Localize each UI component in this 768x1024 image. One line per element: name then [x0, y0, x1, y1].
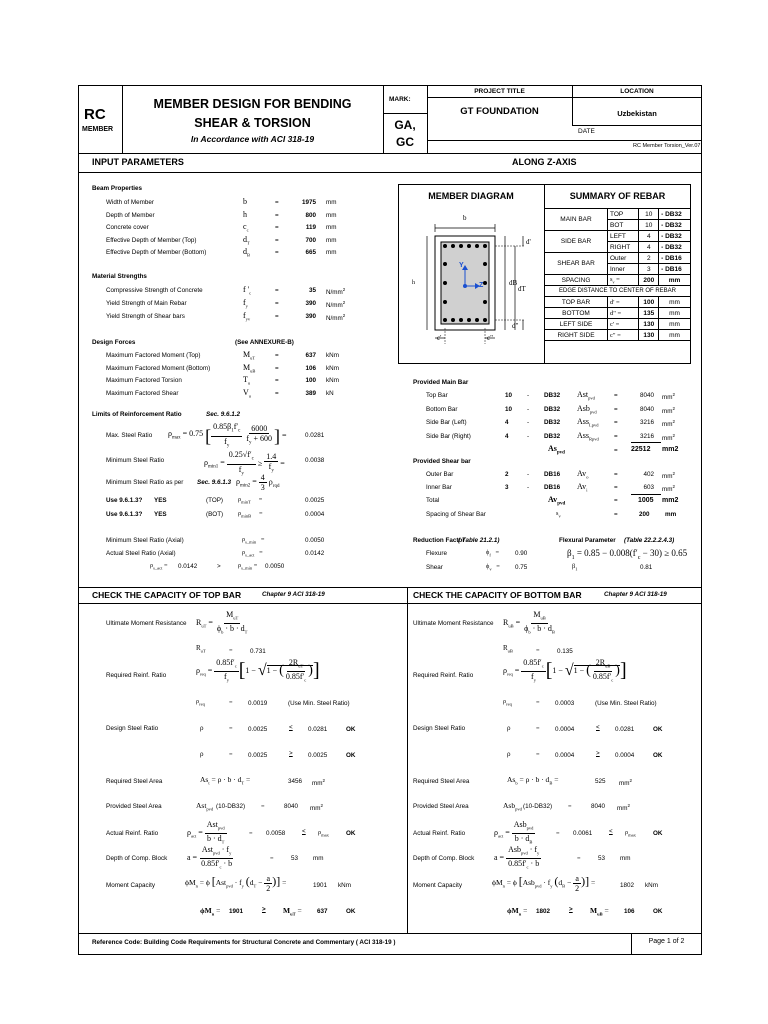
- rebar-outer: - DB16: [659, 253, 691, 264]
- use-913-bot-value: 0.0004: [305, 511, 325, 518]
- main-bar-label: MAIN BAR: [545, 209, 608, 231]
- input-symbol: $M_{uB}$: [243, 362, 256, 374]
- diagram-dpp-label: d": [512, 322, 519, 330]
- reduction-factor-ref: ( Table 21.2.1): [458, 537, 500, 544]
- input-symbol: h: [243, 209, 247, 219]
- axial-act-value: 0.0142: [305, 550, 325, 557]
- member-label: MEMBER: [82, 126, 114, 133]
- input-row: Maximum Factored Torsion $T_u$ = 100 kNm: [106, 375, 339, 386]
- input-unit: mm: [326, 211, 337, 219]
- input-unit: $N/mm^2$: [326, 300, 346, 310]
- input-value: 665: [305, 249, 316, 256]
- input-symbol: $M_{uT}$: [243, 350, 256, 361]
- min2-sec: Sec. 9.6.1.3: [197, 479, 231, 486]
- input-label: Maximum Factored Torsion: [106, 377, 182, 384]
- axial-min-label: Minimum Steel Ratio (Axial): [106, 537, 184, 544]
- axis-z-label: Z: [479, 282, 484, 289]
- forces-heading: Design Forces: [92, 339, 136, 346]
- input-label: Width of Member: [106, 199, 154, 206]
- provided-bar-row: Bottom Bar 10 - DB32 Asb$_{pvd}$ = 8040 $mm^2$: [426, 403, 676, 415]
- mark-label: MARK:: [389, 96, 411, 103]
- shear-spacing-label: Spacing of Shear Bar: [426, 511, 486, 518]
- rebar-bot: - DB32: [659, 220, 691, 231]
- rebar-top: - DB32: [659, 209, 691, 220]
- input-row: Compressive Strength of Concrete f '$_c$ = 35 $N/mm^2$: [106, 285, 346, 297]
- rc-label: RC: [84, 106, 106, 123]
- max-steel-ratio-formula: $\rho_{max} = 0.75$ [ $\frac{0.85\beta_1f'_c}{f_y}$ $\frac{6000}{f_y + 600}$ ] =: [168, 422, 287, 449]
- input-unit: $N/mm^2$: [326, 287, 346, 297]
- rho-compare-left-symbol: $\rho_{s\_act}$ =: [150, 562, 168, 571]
- limits-sec: Sec. 9.6.1.2: [206, 411, 240, 418]
- input-row: Maximum Factored Moment (Top) $M_{uT}$ = 637 kNm: [106, 350, 339, 361]
- diagram-h-label: h: [412, 280, 415, 286]
- input-row: Width of Member b = 1975 mm: [106, 197, 337, 206]
- diagram-db-label: dB: [509, 279, 518, 287]
- project-title: GT FOUNDATION: [460, 106, 539, 117]
- limits-heading: Limits of Reinforcement Ratio: [92, 411, 182, 418]
- beta1-symbol: $\beta_1$: [572, 563, 578, 572]
- min-steel-ratio-value: 0.0038: [305, 457, 325, 464]
- input-label: Compressive Strength of Concrete: [106, 287, 203, 294]
- rho-minb-symbol: $\rho_{minB}$ =: [238, 510, 263, 519]
- input-value: 637: [305, 352, 316, 359]
- mark-value-2: GC: [396, 135, 414, 149]
- input-unit: kNm: [326, 352, 339, 359]
- input-value: 389: [305, 389, 316, 397]
- reduction-factor-label: Reduction Factor: [413, 537, 465, 544]
- diagram-dprime-label: d': [526, 238, 531, 246]
- provided-bar-row: Side Bar (Left) 4 - DB32 Ass$_{Lpvd}$ = 3216 $mm^2$: [426, 417, 676, 429]
- input-row: Effective Depth of Member (Top) $d_T$ = 700 mm: [106, 234, 337, 246]
- flexural-param-label: Flexural Parameter: [559, 537, 616, 544]
- input-label: Concrete cover: [106, 224, 149, 231]
- diagram-b-label: b: [463, 214, 467, 222]
- input-unit: $N/mm^2$: [326, 313, 346, 323]
- max-steel-ratio-value: 0.0281: [305, 432, 325, 439]
- rho-s-min-symbol: $\rho_{s\_min}$ =: [242, 536, 265, 545]
- input-label: Yield Strength of Shear bars: [106, 313, 185, 320]
- chapter-ref-bottom: Chapter 9 ACI 318-19: [604, 591, 667, 598]
- version-label: RC Member Torsion_Ver.07: [633, 143, 701, 149]
- page-title-2: SHEAR & TORSION: [194, 116, 311, 130]
- input-value: 390: [305, 313, 316, 320]
- input-label: Effective Depth of Member (Top): [106, 236, 197, 244]
- shear-factor-label: Shear: [426, 564, 443, 571]
- mark-value: GA,: [394, 118, 416, 132]
- summary-rebar-table: MAIN BAR TOP 10 - DB32 BOT 10 - DB32 SIDE BAR LEFT 4 - DB32 RIGHT 4 - DB32 SHEAR BAR Outer 2 - DB16 Inner 3 - DB16 SPACING $s_v$ = 200 mm EDGE DISTANCE TO CENTER OF REBAR TOP BAR d' = 100 mm BOTTOM d" = 135 mm LEFT SIDE c' = 130 mm RIGHT SIDE c" = 130 mm: [544, 208, 691, 341]
- input-row: Concrete cover $c_c$ = 119 mm: [106, 222, 337, 233]
- axial-min-value: 0.0050: [305, 537, 325, 544]
- input-unit: kNm: [326, 364, 339, 372]
- input-value: 35: [308, 287, 316, 294]
- provided-bar-row: Side Bar (Right) 4 - DB32 Ass$_{Rpvd}$ = 3216 $mm^2$: [426, 430, 676, 442]
- rho-compare-right-symbol: $\rho_{s\_min}$ =: [238, 562, 258, 571]
- section-input-parameters: INPUT PARAMETERS: [92, 157, 184, 167]
- shear-spacing-value: 200: [639, 511, 650, 518]
- diagram-cp-label: c': [437, 334, 442, 342]
- provided-bar-row: Outer Bar 2 - DB16 $Av_o$ = 402 $mm^2$: [426, 469, 676, 481]
- flexure-label: Flexure: [426, 550, 447, 557]
- axial-act-label: Actual Steel Ratio (Axial): [106, 550, 176, 557]
- input-value: 1975: [301, 199, 316, 206]
- input-symbol: $f_{yv}$: [243, 311, 251, 322]
- diagram-title: MEMBER DIAGRAM: [428, 191, 514, 201]
- input-unit: kNm: [326, 377, 339, 384]
- input-unit: mm: [326, 199, 337, 206]
- section-axis: ALONG Z-AXIS: [512, 157, 577, 167]
- input-value: 700: [305, 236, 316, 244]
- rho-s-act-symbol: $\rho_{s\_act}$ =: [242, 549, 263, 558]
- shear-spacing-symbol: $s_v$: [556, 510, 561, 519]
- rho-compare-op: >: [217, 563, 221, 570]
- side-bar-label: SIDE BAR: [545, 231, 608, 253]
- input-symbol: $V_u$: [243, 387, 252, 399]
- rho-compare-right: 0.0050: [265, 563, 285, 570]
- input-row: Maximum Factored Shear $V_u$ = 389 kN: [106, 387, 334, 399]
- shear-total-label: Total: [426, 497, 440, 504]
- summary-title: SUMMARY OF REBAR: [569, 191, 666, 201]
- page-title: MEMBER DESIGN FOR BENDING: [153, 97, 352, 111]
- shear-spacing-unit: mm: [665, 511, 677, 518]
- rho-compare-left: 0.0142: [178, 563, 198, 570]
- input-label: Effective Depth of Member (Bottom): [106, 249, 207, 256]
- shear-factor-value: 0.75: [515, 564, 528, 571]
- use-913-bot-answer: YES: [154, 511, 167, 518]
- input-value: 119: [305, 224, 316, 231]
- min2-formula: $\rho_{min2}$ = $\frac{4}{3}$ $\rho_{rqd}$: [236, 473, 280, 492]
- input-label: Yield Strength of Main Rebar: [106, 300, 187, 307]
- material-heading: Material Strengths: [92, 273, 147, 280]
- input-symbol: $d_B$: [243, 247, 251, 258]
- total-av-value: 1005: [638, 497, 654, 504]
- beam-properties-heading: Beam Properties: [92, 185, 143, 192]
- rebar-left: - DB32: [659, 231, 691, 242]
- min-steel-ratio-label: Minimum Steel Ratio: [106, 457, 165, 464]
- input-value: 800: [305, 211, 316, 219]
- input-value: 390: [305, 300, 316, 307]
- location-label: LOCATION: [620, 88, 654, 95]
- input-label: Maximum Factored Moment (Bottom): [106, 364, 211, 372]
- phi-v-symbol: $\phi_v$ =: [486, 563, 500, 572]
- input-symbol: b: [243, 197, 247, 206]
- shear-bar-label: SHEAR BAR: [545, 253, 608, 275]
- input-row: Yield Strength of Shear bars $f_{yv}$ = 390 $N/mm^2$: [106, 311, 346, 323]
- input-row: Depth of Member h = 800 mm: [106, 209, 337, 219]
- use-913-top-value: 0.0025: [305, 497, 325, 504]
- min2-label: Minimum Steel Ratio as per: [106, 479, 184, 486]
- min-steel-ratio-formula: $\rho_{min1}$ = $\frac{0.25√f'_c}{f_y}$ ≥ $\frac{1.4}{f_y}$ =: [204, 450, 285, 477]
- input-symbol: $c_c$: [243, 222, 249, 233]
- section-top-bar: CHECK THE CAPACITY OF TOP BAR: [92, 590, 242, 600]
- input-unit: mm: [326, 236, 337, 244]
- date-label: DATE: [578, 128, 595, 135]
- total-as-symbol: $As_{pvd}$: [548, 444, 565, 456]
- location-value: Uzbekistan: [617, 109, 657, 118]
- input-row: Effective Depth of Member (Bottom) $d_B$ = 665 mm: [106, 247, 337, 258]
- use-913-top-answer: YES: [154, 497, 167, 504]
- total-av-symbol: $Av_{pvd}$: [548, 495, 566, 507]
- input-unit: kN: [326, 389, 334, 397]
- section-bottom-bar: CHECK THE CAPACITY OF BOTTOM BAR: [413, 590, 582, 600]
- input-symbol: $f_y$: [243, 298, 248, 309]
- project-title-label: PROJECT TITLE: [474, 88, 525, 95]
- provided-shear-heading: Provided Shear bar: [413, 458, 471, 465]
- use-913-top-label: Use 9.6.1.3?: [106, 497, 143, 504]
- beta1-formula: $\beta_1 = 0.85 - 0.008(f'_c - 30) \ge 0.65$: [567, 548, 688, 561]
- input-unit: mm: [326, 224, 337, 231]
- input-label: Maximum Factored Shear: [106, 389, 179, 397]
- diagram-dt-label: dT: [518, 285, 526, 293]
- axis-y-label: Y: [459, 262, 464, 269]
- total-av-unit: mm2: [662, 497, 679, 504]
- input-value: 100: [305, 377, 316, 384]
- phi-f-symbol: $\phi_f$ =: [486, 549, 500, 558]
- provided-bar-row: Inner Bar 3 - DB16 $Av_i$ = 603 $mm^2$: [426, 482, 676, 494]
- diagram-cpp-label: c": [487, 334, 493, 342]
- beta1-value: 0.81: [640, 564, 653, 571]
- use-913-bot-pos: (BOT): [206, 511, 224, 518]
- use-913-bot-label: Use 9.6.1.3?: [106, 511, 143, 518]
- page-number: Page 1 of 2: [648, 938, 685, 945]
- rebar-inner: - DB16: [659, 264, 691, 275]
- flexure-value: 0.90: [515, 550, 528, 557]
- input-row: Yield Strength of Main Rebar $f_y$ = 390 $N/mm^2$: [106, 298, 346, 310]
- input-symbol: $d_T$: [243, 234, 250, 246]
- use-913-top-pos: (TOP): [206, 497, 224, 504]
- input-label: Depth of Member: [106, 211, 155, 219]
- total-as-value: 22512: [631, 446, 651, 453]
- page-subtitle: In Accordance with ACI 318-19: [190, 134, 315, 144]
- rho-mint-symbol: $\rho_{minT}$ =: [238, 496, 263, 505]
- input-label: Maximum Factored Moment (Top): [106, 352, 201, 359]
- input-row: Maximum Factored Moment (Bottom) $M_{uB}$ = 106 kNm: [106, 362, 339, 374]
- provided-bar-row: Top Bar 10 - DB32 Ast$_{pvd}$ = 8040 $mm^2$: [426, 390, 676, 402]
- annexure-note: (See ANNEXURE-B): [235, 339, 294, 346]
- reference-code: Reference Code: Building Code Requirements for Structural Concrete and Commentary ( ACI 318-19 ): [92, 939, 396, 946]
- chapter-ref-top: Chapter 9 ACI 318-19: [262, 591, 325, 598]
- flexural-param-ref: (Table 22.2.2.4.3): [624, 537, 675, 544]
- total-as-unit: mm2: [662, 446, 679, 453]
- input-value: 106: [305, 364, 316, 372]
- input-symbol: f '$_c$: [243, 285, 252, 296]
- max-steel-ratio-label: Max. Steel Ratio: [106, 432, 153, 439]
- provided-main-heading: Provided Main Bar: [413, 379, 469, 386]
- edge-distance-label: EDGE DISTANCE TO CENTER OF REBAR: [545, 286, 691, 297]
- rebar-right: - DB32: [659, 242, 691, 253]
- input-symbol: $T_u$: [243, 375, 251, 386]
- input-unit: mm: [326, 249, 337, 256]
